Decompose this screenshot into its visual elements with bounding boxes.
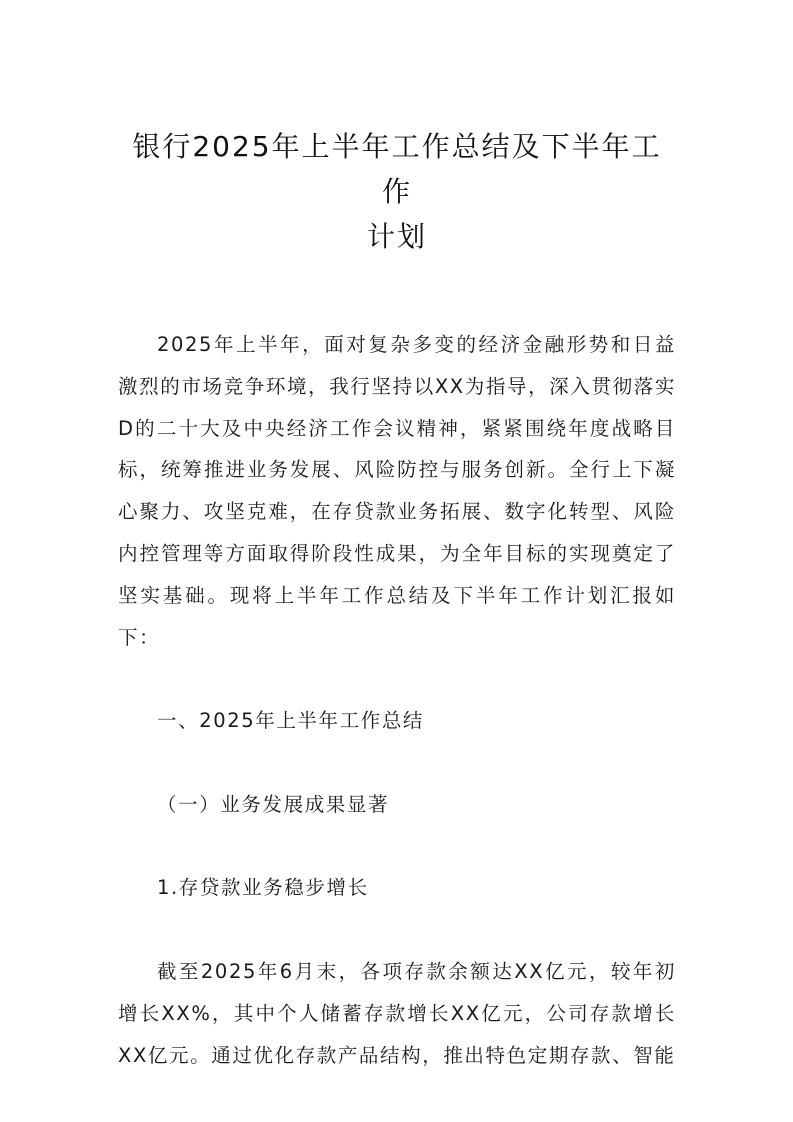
title-line-2: 计划 [366, 220, 427, 253]
title-line-1: 银行2025年上半年工作总结及下半年工作 [132, 130, 662, 208]
spacer [118, 826, 676, 868]
document-body [118, 324, 676, 1076]
item-heading: 1.存贷款业务稳步增长 [157, 876, 369, 900]
spacer [118, 658, 676, 700]
spacer [118, 909, 676, 951]
subsection-heading: （一）业务发展成果显著 [157, 792, 390, 816]
item-paragraph: 截至2025年6月末，各项存款余额达XX亿元，较年初增长XX%，其中个人储蓄存款增长XX亿元，公司存款增长XX亿元。通过优化存款产品结构，推出特色定期存款、智能 [118, 959, 676, 1067]
document-title [118, 124, 676, 259]
intro-paragraph: 2025年上半年，面对复杂多变的经济金融形势和日益激烈的市场竞争环境，我行坚持以XX为指导，深入贯彻落实D的二十大及中央经济工作会议精神，紧紧围绕年度战略目标，统筹推进业务发展、风险防控与服务创新。全行上下凝心聚力、攻坚克难，在存贷款业务拓展、数字化转型、风险内控管理等方面取得阶段性成果，为全年目标的实现奠定了坚实基础。现将上半年工作总结及下半年工作计划汇报如下： [118, 333, 676, 649]
section-heading: 一、2025年上半年工作总结 [157, 709, 425, 733]
spacer [118, 742, 676, 784]
